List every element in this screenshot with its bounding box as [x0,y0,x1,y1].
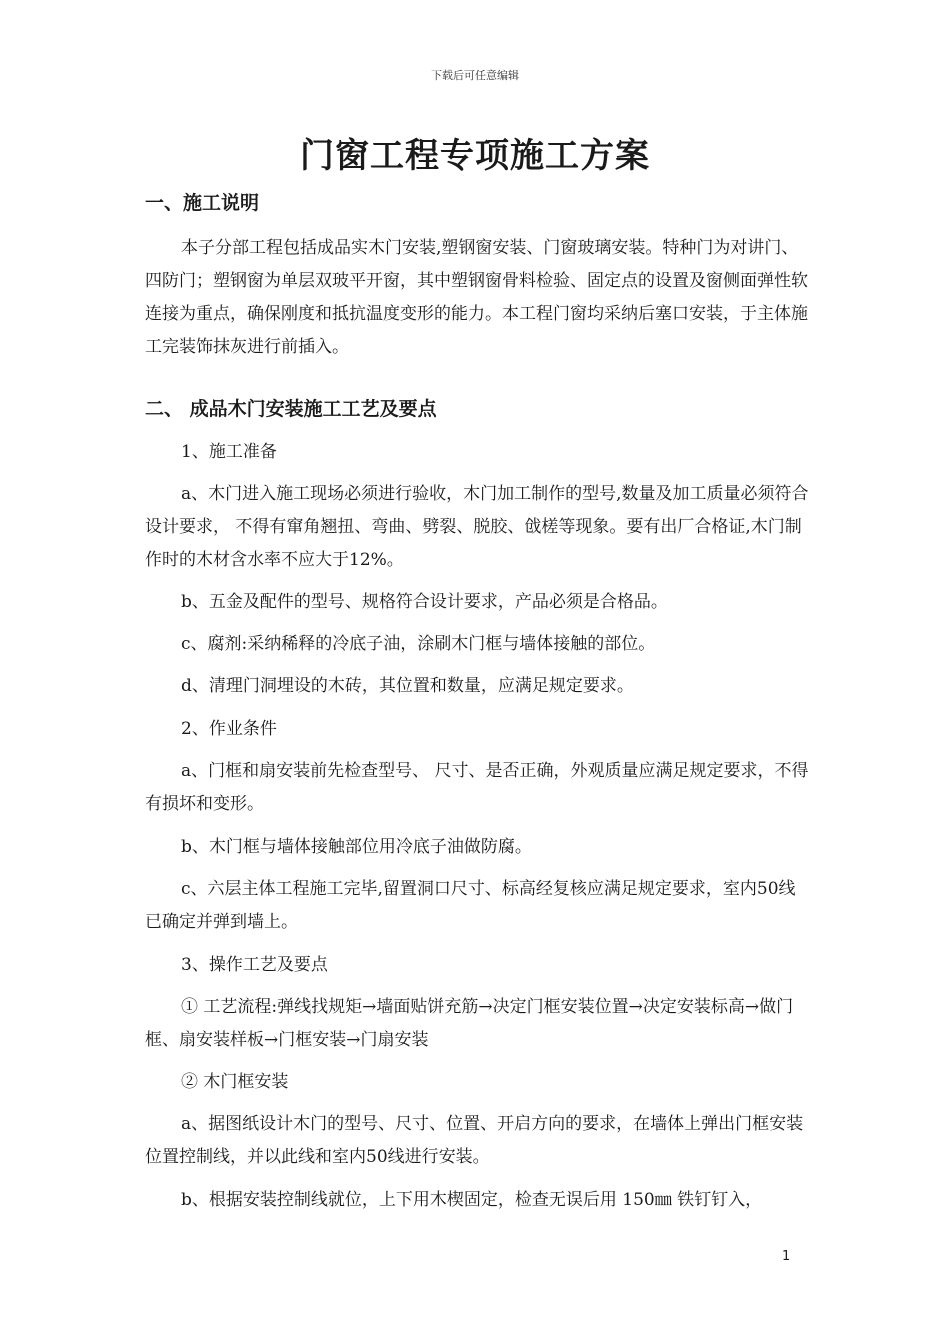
paragraph-conditions-b: b、木门框与墙体接触部位用冷底子油做防腐。 [181,837,532,857]
page-number: 1 [782,1249,791,1264]
document-title: 门窗工程专项施工方案 [300,136,650,176]
paragraph-prep-b: b、五金及配件的型号、规格符合设计要求，产品必须是合格品。 [181,592,668,612]
paragraph-prep-heading: 1、施工准备 [181,442,277,462]
section-heading-construction-notes: 一、施工说明 [145,192,260,214]
paragraph-prep-d: d、清理门洞埋设的木砖，其位置和数量，应满足规定要求。 [181,676,634,696]
paragraph-process-flow: ① 工艺流程:弹线找规矩→墙面贴饼充筋→决定门框安装位置→决定安装标高→做门框、扇安装样板→门框安装→门扇安装 [145,997,794,1050]
paragraph-conditions-c: c、六层主体工程施工完毕,留置洞口尺寸、标高经复核应满足规定要求，室内50线已确定并弹到墙上。 [145,879,796,932]
paragraph-conditions-a: a、门框和扇安装前先检查型号、 尺寸、是否正确，外观质量应满足规定要求，不得有损坏和变形。 [145,761,809,814]
paragraph-operations-heading: 3、操作工艺及要点 [181,955,328,975]
section-heading-wood-door: 二、 成品木门安装施工工艺及要点 [145,398,437,420]
paragraph-frame-install-a: a、据图纸设计木门的型号、尺寸、位置、开启方向的要求，在墙体上弹出门框安装位置控制线，并以此线和室内50线进行安装。 [145,1114,804,1167]
paragraph-prep-a: a、木门进入施工现场必须进行验收，木门加工制作的型号,数量及加工质量必须符合设计要求， 不得有窜角翘扭、弯曲、劈裂、脱胶、戗槎等现象。要有出厂合格证,木门制作时的木材含水率不应大于12%。 [145,484,809,570]
paragraph-conditions-heading: 2、作业条件 [181,719,277,739]
paragraph-frame-install-heading: ② 木门框安装 [181,1072,289,1092]
paragraph-construction-notes: 本子分部工程包括成品实木门安装,塑钢窗安装、门窗玻璃安装。特种门为对讲门、四防门；塑钢窗为单层双玻平开窗，其中塑钢窗骨料检验、固定点的设置及窗侧面弹性软连接为重点，确保刚度和抵抗温度变形的能力。本工程门窗均采纳后塞口安装，于主体施工完装饰抹灰进行前插入。 [145,238,808,357]
header-note: 下载后可任意编辑 [431,69,519,82]
paragraph-frame-install-b: b、根据安装控制线就位，上下用木楔固定，检查无误后用 150㎜ 铁钉钉入， [181,1190,763,1210]
paragraph-prep-c: c、腐剂:采纳稀释的冷底子油，涂刷木门框与墙体接触的部位。 [181,634,656,654]
